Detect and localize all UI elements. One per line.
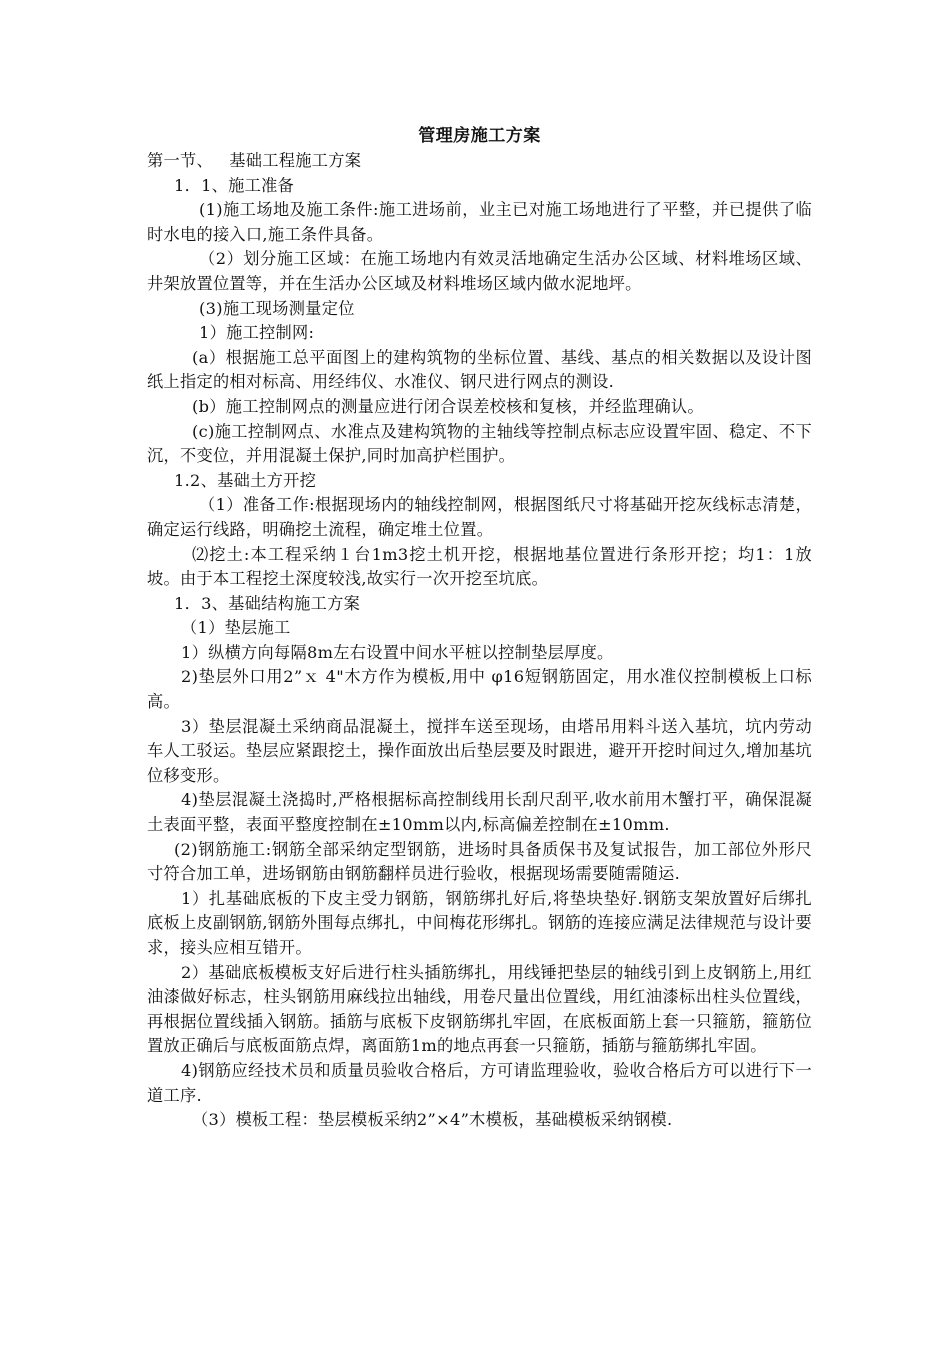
paragraph: （3）模板工程：垫层模板采纳2”×4”木模板，基础模板采纳钢模. (192, 1110, 673, 1130)
paragraph: 3）垫层混凝土采纳商品混凝土，搅拌车送至现场，由塔吊用料斗送入基坑，坑内劳动车人工驳运。垫层应紧跟挖土，操作面放出后垫层要及时跟进，避开开挖时间过久,增加基坑位移变形。 (147, 716, 812, 785)
paragraph: （1）垫层施工 (181, 618, 291, 638)
document-title: 管理房施工方案 (418, 126, 541, 146)
paragraph: 4)钢筋应经技术员和质量员验收合格后，方可请监理验收，验收合格后方可以进行下一道工序. (147, 1060, 812, 1105)
paragraph: 2）基础底板模板支好后进行柱头插筋绑扎，用线锤把垫层的轴线引到上皮钢筋上,用红油漆做好标志，柱头钢筋用麻线拉出轴线，用卷尺量出位置线，用红油漆标出柱头位置线，再根据位置线插入钢筋。插筋与底板下皮钢筋绑扎牢固，在底板面筋上套一只箍筋，箍筋位置放正确后与底板面筋点焊，离面筋1m的地点再套一只箍筋，插筋与箍筋绑扎牢固。 (147, 962, 812, 1056)
paragraph: 1）扎基础底板的下皮主受力钢筋，钢筋绑扎好后,将垫块垫好.钢筋支架放置好后绑扎底板上皮副钢筋,钢筋外围每点绑扎，中间梅花形绑扎。钢筋的连接应满足法律规范与设计要求，接头应相互错开。 (147, 888, 812, 957)
paragraph: (2)钢筋施工:钢筋全部采纳定型钢筋，进场时具备质保书及复试报告，加工部位外形尺寸符合加工单，进场钢筋由钢筋翻样员进行验收，根据现场需要随需随运. (147, 839, 812, 884)
paragraph: （2）划分施工区域：在施工场地内有效灵活地确定生活办公区域、材料堆场区域、井架放置位置等，并在生活办公区域及材料堆场区域内做水泥地坪。 (147, 249, 812, 293)
document-body (147, 124, 812, 1133)
paragraph: (3)施工现场测量定位 (199, 298, 355, 318)
paragraph: (1)施工场地及施工条件:施工进场前，业主已对施工场地进行了平整，并已提供了临时水电的接入口,施工条件具备。 (147, 200, 812, 244)
paragraph: (a）根据施工总平面图上的建构筑物的坐标位置、基线、基点的相关数据以及设计图纸上指定的相对标高、用经纬仪、水准仪、钢尺进行网点的测设. (147, 347, 812, 392)
paragraph: ⑵挖土:本工程采纳１台1m3挖土机开挖，根据地基位置进行条形开挖；均1：1放坡。由于本工程挖土深度较浅,故实行一次开挖至坑底。 (147, 544, 812, 589)
paragraph: （1）准备工作:根据现场内的轴线控制网，根据图纸尺寸将基础开挖灰线标志清楚，确定运行线路，明确挖土流程，确定堆土位置。 (147, 495, 812, 539)
paragraph: 1）施工控制网: (199, 323, 315, 343)
paragraph: 1）纵横方向每隔8m左右设置中间水平桩以控制垫层厚度。 (181, 642, 614, 662)
paragraph: (c)施工控制网点、水准点及建构筑物的主轴线等控制点标志应设置牢固、稳定、不下沉，不变位，并用混凝土保护,同时加高护栏围护。 (147, 421, 812, 466)
subsection-heading: 1．1、施工准备 (174, 175, 295, 195)
section-heading: 第一节、 基础工程施工方案 (147, 151, 362, 170)
paragraph: 4)垫层混凝土浇捣时,严格根据标高控制线用长刮尺刮平,收水前用木蟹打平，确保混凝土表面平整，表面平整度控制在±10mm以内,标高偏差控制在±10mm. (147, 790, 812, 835)
subsection-heading: 1.2、基础土方开挖 (174, 470, 317, 490)
paragraph: (b）施工控制网点的测量应进行闭合误差校核和复核，并经监理确认。 (192, 396, 704, 416)
subsection-heading: 1．3、基础结构施工方案 (174, 593, 361, 613)
paragraph: 2)垫层外口用2”ｘ 4"木方作为模板,用中 φ16短钢筋固定，用水准仪控制模板上口标高。 (147, 667, 812, 712)
